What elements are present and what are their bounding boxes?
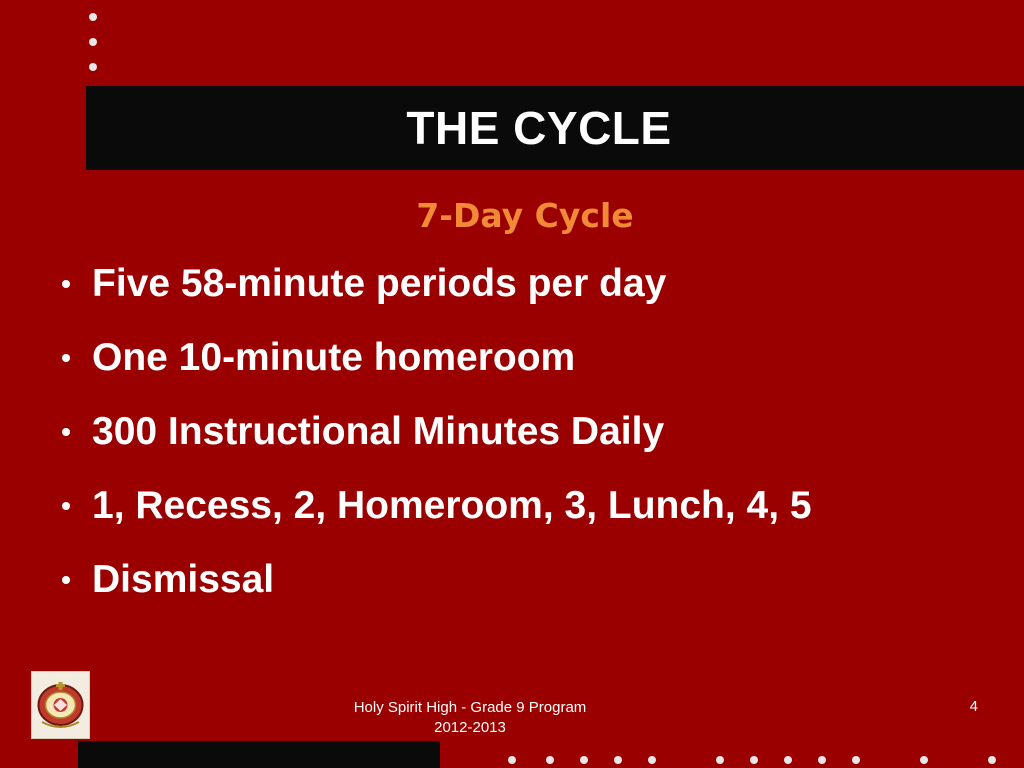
bullet-item [56, 554, 996, 628]
bullet-text: Dismissal [92, 558, 275, 601]
bullet-item [56, 480, 996, 554]
dot [546, 756, 554, 764]
bullet-text: 1, Recess, 2, Homeroom, 3, Lunch, 4, 5 [92, 484, 812, 527]
dot [716, 756, 724, 764]
footer-line-1: Holy Spirit High - Grade 9 Program [353, 699, 587, 716]
footer [300, 698, 640, 738]
bullet-text: Five 58-minute periods per day [92, 262, 667, 305]
dot [648, 756, 656, 764]
dot [614, 756, 622, 764]
slide-title: THE CYCLE [406, 102, 672, 154]
bullet-marker: • [61, 490, 71, 521]
bullet-text: 300 Instructional Minutes Daily [92, 410, 665, 453]
bullet-marker: • [61, 564, 71, 595]
page-number: 4 [969, 698, 978, 715]
dot [784, 756, 792, 764]
dot [920, 756, 928, 764]
bottom-bar [78, 741, 440, 768]
dot [988, 756, 996, 764]
bullet-marker: • [61, 268, 71, 299]
bullet-text: One 10-minute homeroom [92, 336, 576, 379]
dot [89, 13, 97, 21]
bullet-marker: • [61, 416, 71, 447]
title-bar [86, 86, 1024, 170]
title-wrap [86, 86, 1024, 170]
dot [89, 63, 97, 71]
dot [750, 756, 758, 764]
slide-subtitle: 7-Day Cycle [416, 196, 634, 235]
dot [508, 756, 516, 764]
bullet-item [56, 258, 996, 332]
dot [852, 756, 860, 764]
dot [818, 756, 826, 764]
footer-line-2: 2012-2013 [434, 719, 506, 736]
school-crest-icon [31, 671, 90, 739]
dot [89, 38, 97, 46]
bullet-marker: • [61, 342, 71, 373]
bullet-list [56, 258, 996, 628]
dot [580, 756, 588, 764]
bullet-item [56, 332, 996, 406]
bullet-item [56, 406, 996, 480]
